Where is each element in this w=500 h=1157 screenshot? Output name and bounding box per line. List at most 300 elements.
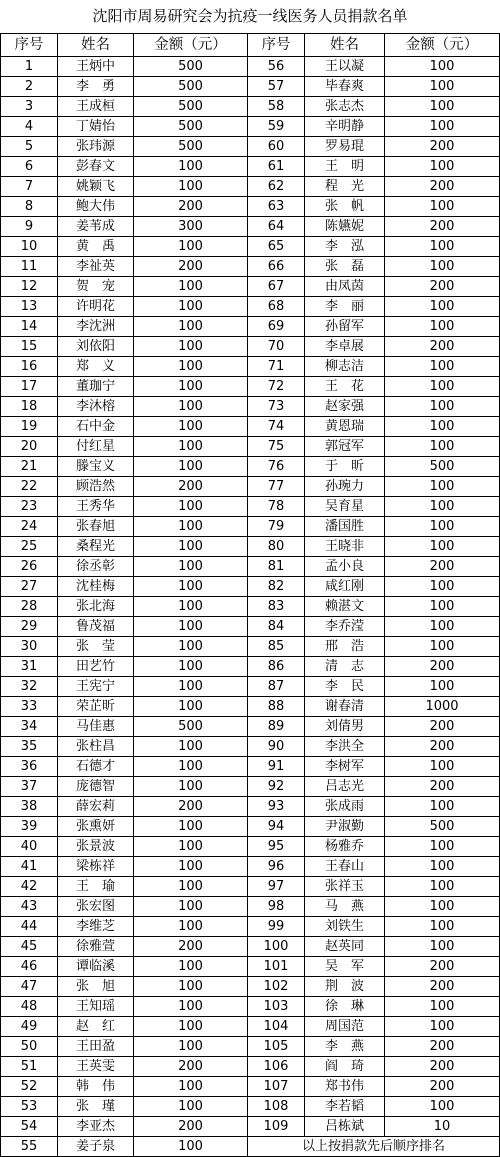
serial-cell-2: 58 bbox=[248, 97, 305, 117]
amount-cell-2: 100 bbox=[385, 857, 500, 877]
table-row bbox=[1, 777, 500, 797]
name-cell: 田艺竹 bbox=[58, 657, 134, 677]
amount-cell-2: 200 bbox=[385, 337, 500, 357]
serial-cell: 21 bbox=[1, 457, 58, 477]
serial-cell-2: 75 bbox=[248, 437, 305, 457]
serial-cell-2: 109 bbox=[248, 1117, 305, 1137]
serial-cell-2: 74 bbox=[248, 417, 305, 437]
amount-cell-2: 200 bbox=[385, 217, 500, 237]
serial-cell-2: 81 bbox=[248, 557, 305, 577]
serial-cell: 48 bbox=[1, 997, 58, 1017]
table-row bbox=[1, 1037, 500, 1057]
name-cell: 黄 禹 bbox=[58, 237, 134, 257]
table-row bbox=[1, 317, 500, 337]
table-row bbox=[1, 217, 500, 237]
serial-cell: 54 bbox=[1, 1117, 58, 1137]
serial-cell: 30 bbox=[1, 637, 58, 657]
amount-cell: 100 bbox=[134, 517, 248, 537]
amount-cell: 500 bbox=[134, 77, 248, 97]
amount-cell: 500 bbox=[134, 137, 248, 157]
serial-cell-2: 108 bbox=[248, 1097, 305, 1117]
name-cell-2: 吕栋斌 bbox=[305, 1117, 385, 1137]
name-cell: 王知瑶 bbox=[58, 997, 134, 1017]
name-cell-2: 张志杰 bbox=[305, 97, 385, 117]
amount-cell: 200 bbox=[134, 937, 248, 957]
name-cell: 顾浩然 bbox=[58, 477, 134, 497]
amount-cell: 100 bbox=[134, 737, 248, 757]
name-cell: 张 旭 bbox=[58, 977, 134, 997]
table-row bbox=[1, 457, 500, 477]
name-cell: 谭临溪 bbox=[58, 957, 134, 977]
serial-cell-2: 88 bbox=[248, 697, 305, 717]
name-cell-2: 张 磊 bbox=[305, 257, 385, 277]
serial-cell: 29 bbox=[1, 617, 58, 637]
name-cell-2: 程 光 bbox=[305, 177, 385, 197]
serial-cell-2: 85 bbox=[248, 637, 305, 657]
serial-cell: 44 bbox=[1, 917, 58, 937]
amount-cell: 100 bbox=[134, 1097, 248, 1117]
serial-cell: 24 bbox=[1, 517, 58, 537]
serial-cell-2: 87 bbox=[248, 677, 305, 697]
serial-cell-2: 104 bbox=[248, 1017, 305, 1037]
amount-cell-2: 200 bbox=[385, 557, 500, 577]
amount-cell: 200 bbox=[134, 1057, 248, 1077]
serial-cell-2: 91 bbox=[248, 757, 305, 777]
name-cell-2: 李 丽 bbox=[305, 297, 385, 317]
table-row bbox=[1, 717, 500, 737]
table-row bbox=[1, 237, 500, 257]
serial-cell-2: 107 bbox=[248, 1077, 305, 1097]
amount-cell: 100 bbox=[134, 917, 248, 937]
table-row bbox=[1, 477, 500, 497]
serial-cell: 15 bbox=[1, 337, 58, 357]
table-row bbox=[1, 397, 500, 417]
amount-cell: 100 bbox=[134, 537, 248, 557]
serial-cell-2: 89 bbox=[248, 717, 305, 737]
header-name: 姓名 bbox=[58, 34, 134, 57]
table-row bbox=[1, 1097, 500, 1117]
serial-cell: 13 bbox=[1, 297, 58, 317]
name-cell-2: 李树军 bbox=[305, 757, 385, 777]
name-cell: 王秀华 bbox=[58, 497, 134, 517]
serial-cell-2: 98 bbox=[248, 897, 305, 917]
amount-cell: 300 bbox=[134, 217, 248, 237]
table-row bbox=[1, 1117, 500, 1137]
table-row bbox=[1, 277, 500, 297]
amount-cell-2: 100 bbox=[385, 477, 500, 497]
serial-cell: 51 bbox=[1, 1057, 58, 1077]
amount-cell: 100 bbox=[134, 377, 248, 397]
name-cell: 张北海 bbox=[58, 597, 134, 617]
name-cell: 鲍大伟 bbox=[58, 197, 134, 217]
amount-cell-2: 100 bbox=[385, 637, 500, 657]
serial-cell-2: 82 bbox=[248, 577, 305, 597]
serial-cell: 55 bbox=[1, 1137, 58, 1157]
serial-cell: 16 bbox=[1, 357, 58, 377]
amount-cell-2: 200 bbox=[385, 137, 500, 157]
name-cell-2: 吕志光 bbox=[305, 777, 385, 797]
name-cell: 荣芷昕 bbox=[58, 697, 134, 717]
serial-cell: 53 bbox=[1, 1097, 58, 1117]
table-row bbox=[1, 417, 500, 437]
serial-cell: 49 bbox=[1, 1017, 58, 1037]
serial-cell-2: 102 bbox=[248, 977, 305, 997]
name-cell-2: 辛明静 bbox=[305, 117, 385, 137]
name-cell: 姜子泉 bbox=[58, 1137, 134, 1157]
serial-cell: 6 bbox=[1, 157, 58, 177]
serial-cell: 38 bbox=[1, 797, 58, 817]
table-row bbox=[1, 697, 500, 717]
amount-cell: 100 bbox=[134, 997, 248, 1017]
amount-cell: 100 bbox=[134, 557, 248, 577]
amount-cell: 100 bbox=[134, 897, 248, 917]
name-cell-2: 孙留军 bbox=[305, 317, 385, 337]
serial-cell: 37 bbox=[1, 777, 58, 797]
name-cell-2: 潘国胜 bbox=[305, 517, 385, 537]
serial-cell-2: 101 bbox=[248, 957, 305, 977]
amount-cell-2: 100 bbox=[385, 1017, 500, 1037]
serial-cell-2: 67 bbox=[248, 277, 305, 297]
serial-cell-2: 79 bbox=[248, 517, 305, 537]
name-cell-2: 吴 军 bbox=[305, 957, 385, 977]
amount-cell: 500 bbox=[134, 117, 248, 137]
table-row bbox=[1, 837, 500, 857]
name-cell-2: 王 明 bbox=[305, 157, 385, 177]
table-row bbox=[1, 737, 500, 757]
name-cell-2: 李 燕 bbox=[305, 1037, 385, 1057]
amount-cell-2: 100 bbox=[385, 117, 500, 137]
amount-cell-2: 100 bbox=[385, 57, 500, 77]
name-cell: 贺 宠 bbox=[58, 277, 134, 297]
serial-cell: 41 bbox=[1, 857, 58, 877]
table-row bbox=[1, 657, 500, 677]
serial-cell: 18 bbox=[1, 397, 58, 417]
name-cell: 张熏妍 bbox=[58, 817, 134, 837]
amount-cell: 100 bbox=[134, 837, 248, 857]
name-cell-2: 周国范 bbox=[305, 1017, 385, 1037]
serial-cell: 12 bbox=[1, 277, 58, 297]
name-cell-2: 陈嬿妮 bbox=[305, 217, 385, 237]
serial-cell: 17 bbox=[1, 377, 58, 397]
amount-cell-2: 100 bbox=[385, 197, 500, 217]
serial-cell-2: 63 bbox=[248, 197, 305, 217]
serial-cell-2: 95 bbox=[248, 837, 305, 857]
amount-cell-2: 100 bbox=[385, 257, 500, 277]
name-cell: 王 瑜 bbox=[58, 877, 134, 897]
amount-cell: 100 bbox=[134, 657, 248, 677]
table-row bbox=[1, 337, 500, 357]
header-amount: 金额（元） bbox=[134, 34, 248, 57]
amount-cell: 100 bbox=[134, 337, 248, 357]
amount-cell: 100 bbox=[134, 157, 248, 177]
amount-cell-2: 10 bbox=[385, 1117, 500, 1137]
name-cell-2: 李 泓 bbox=[305, 237, 385, 257]
table-row bbox=[1, 77, 500, 97]
serial-cell: 10 bbox=[1, 237, 58, 257]
name-cell: 丁婧怡 bbox=[58, 117, 134, 137]
name-cell: 李亚杰 bbox=[58, 1117, 134, 1137]
serial-cell-2: 96 bbox=[248, 857, 305, 877]
document-title: 沈阳市周易研究会为抗疫一线医务人员捐款名单 bbox=[92, 7, 408, 25]
table-row bbox=[1, 557, 500, 577]
name-cell: 张 莹 bbox=[58, 637, 134, 657]
serial-cell: 39 bbox=[1, 817, 58, 837]
amount-cell-2: 100 bbox=[385, 157, 500, 177]
name-cell-2: 孟小良 bbox=[305, 557, 385, 577]
name-cell-2: 杨雅乔 bbox=[305, 837, 385, 857]
amount-cell: 100 bbox=[134, 777, 248, 797]
serial-cell: 27 bbox=[1, 577, 58, 597]
serial-cell: 35 bbox=[1, 737, 58, 757]
amount-cell: 100 bbox=[134, 1017, 248, 1037]
name-cell-2: 张祥玉 bbox=[305, 877, 385, 897]
amount-cell-2: 100 bbox=[385, 97, 500, 117]
donation-table bbox=[0, 33, 500, 1157]
serial-cell: 22 bbox=[1, 477, 58, 497]
table-row bbox=[1, 357, 500, 377]
serial-cell: 40 bbox=[1, 837, 58, 857]
table-row bbox=[1, 817, 500, 837]
amount-cell-2: 100 bbox=[385, 537, 500, 557]
amount-cell-2: 200 bbox=[385, 957, 500, 977]
name-cell: 张春旭 bbox=[58, 517, 134, 537]
amount-cell: 200 bbox=[134, 797, 248, 817]
name-cell-2: 孙琬力 bbox=[305, 477, 385, 497]
amount-cell-2: 100 bbox=[385, 237, 500, 257]
serial-cell: 43 bbox=[1, 897, 58, 917]
name-cell: 李沐榕 bbox=[58, 397, 134, 417]
table-body bbox=[1, 57, 500, 1157]
table-row bbox=[1, 797, 500, 817]
name-cell: 马佳惠 bbox=[58, 717, 134, 737]
amount-cell: 200 bbox=[134, 197, 248, 217]
amount-cell-2: 200 bbox=[385, 777, 500, 797]
name-cell: 薛宏莉 bbox=[58, 797, 134, 817]
amount-cell-2: 200 bbox=[385, 1037, 500, 1057]
amount-cell-2: 500 bbox=[385, 457, 500, 477]
amount-cell: 100 bbox=[134, 317, 248, 337]
serial-cell: 52 bbox=[1, 1077, 58, 1097]
table-row bbox=[1, 177, 500, 197]
serial-cell-2: 64 bbox=[248, 217, 305, 237]
name-cell: 张景波 bbox=[58, 837, 134, 857]
amount-cell: 100 bbox=[134, 637, 248, 657]
name-cell-2: 邢 浩 bbox=[305, 637, 385, 657]
serial-cell: 47 bbox=[1, 977, 58, 997]
serial-cell: 8 bbox=[1, 197, 58, 217]
serial-cell-2: 57 bbox=[248, 77, 305, 97]
table-row bbox=[1, 597, 500, 617]
serial-cell: 45 bbox=[1, 937, 58, 957]
serial-cell-2: 60 bbox=[248, 137, 305, 157]
name-cell: 李 勇 bbox=[58, 77, 134, 97]
amount-cell: 100 bbox=[134, 817, 248, 837]
amount-cell-2: 200 bbox=[385, 277, 500, 297]
serial-cell-2: 80 bbox=[248, 537, 305, 557]
serial-cell: 3 bbox=[1, 97, 58, 117]
name-cell: 滕宝义 bbox=[58, 457, 134, 477]
serial-cell: 14 bbox=[1, 317, 58, 337]
amount-cell-2: 100 bbox=[385, 577, 500, 597]
table-row bbox=[1, 537, 500, 557]
amount-cell: 100 bbox=[134, 577, 248, 597]
amount-cell: 500 bbox=[134, 97, 248, 117]
table-row bbox=[1, 97, 500, 117]
name-cell-2: 张 帆 bbox=[305, 197, 385, 217]
amount-cell: 100 bbox=[134, 497, 248, 517]
serial-cell-2: 86 bbox=[248, 657, 305, 677]
header-amount-2: 金额（元） bbox=[385, 34, 500, 57]
name-cell-2: 赵英同 bbox=[305, 937, 385, 957]
table-row-last bbox=[1, 1137, 500, 1157]
amount-cell-2: 100 bbox=[385, 497, 500, 517]
serial-cell: 4 bbox=[1, 117, 58, 137]
amount-cell-2: 500 bbox=[385, 817, 500, 837]
amount-cell-2: 200 bbox=[385, 717, 500, 737]
name-cell: 庞德智 bbox=[58, 777, 134, 797]
name-cell-2: 谢春清 bbox=[305, 697, 385, 717]
name-cell: 刘依阳 bbox=[58, 337, 134, 357]
serial-cell: 46 bbox=[1, 957, 58, 977]
name-cell-2: 张成雨 bbox=[305, 797, 385, 817]
name-cell-2: 刘倩男 bbox=[305, 717, 385, 737]
table-row bbox=[1, 577, 500, 597]
name-cell: 王成桓 bbox=[58, 97, 134, 117]
serial-cell: 20 bbox=[1, 437, 58, 457]
amount-cell: 100 bbox=[134, 277, 248, 297]
amount-cell-2: 100 bbox=[385, 917, 500, 937]
serial-cell-2: 70 bbox=[248, 337, 305, 357]
amount-cell-2: 100 bbox=[385, 897, 500, 917]
name-cell-2: 郑书伟 bbox=[305, 1077, 385, 1097]
name-cell: 李祉英 bbox=[58, 257, 134, 277]
name-cell-2: 赵家强 bbox=[305, 397, 385, 417]
table-row bbox=[1, 877, 500, 897]
table-row bbox=[1, 297, 500, 317]
name-cell-2: 郭冠军 bbox=[305, 437, 385, 457]
serial-cell-2: 65 bbox=[248, 237, 305, 257]
table-row bbox=[1, 977, 500, 997]
table-row bbox=[1, 857, 500, 877]
amount-cell: 100 bbox=[134, 857, 248, 877]
serial-cell: 11 bbox=[1, 257, 58, 277]
name-cell-2: 王春山 bbox=[305, 857, 385, 877]
name-cell-2: 由凤茵 bbox=[305, 277, 385, 297]
name-cell: 付红星 bbox=[58, 437, 134, 457]
serial-cell-2: 59 bbox=[248, 117, 305, 137]
serial-cell: 33 bbox=[1, 697, 58, 717]
amount-cell: 100 bbox=[134, 177, 248, 197]
serial-cell: 25 bbox=[1, 537, 58, 557]
table-row bbox=[1, 137, 500, 157]
name-cell-2: 刘铁生 bbox=[305, 917, 385, 937]
amount-cell-2: 100 bbox=[385, 397, 500, 417]
name-cell: 韩 伟 bbox=[58, 1077, 134, 1097]
name-cell: 王宪宁 bbox=[58, 677, 134, 697]
amount-cell: 100 bbox=[134, 697, 248, 717]
name-cell-2: 李洪全 bbox=[305, 737, 385, 757]
serial-cell: 7 bbox=[1, 177, 58, 197]
serial-cell-2: 100 bbox=[248, 937, 305, 957]
name-cell: 张玮源 bbox=[58, 137, 134, 157]
name-cell-2: 王晓非 bbox=[305, 537, 385, 557]
table-row bbox=[1, 497, 500, 517]
serial-cell-2: 106 bbox=[248, 1057, 305, 1077]
serial-cell: 28 bbox=[1, 597, 58, 617]
name-cell: 徐雅萱 bbox=[58, 937, 134, 957]
name-cell-2: 毕春爽 bbox=[305, 77, 385, 97]
name-cell-2: 黄恩瑞 bbox=[305, 417, 385, 437]
serial-cell-2: 61 bbox=[248, 157, 305, 177]
serial-cell-2: 77 bbox=[248, 477, 305, 497]
amount-cell-2: 100 bbox=[385, 677, 500, 697]
name-cell: 赵 红 bbox=[58, 1017, 134, 1037]
serial-cell: 42 bbox=[1, 877, 58, 897]
amount-cell-2: 100 bbox=[385, 357, 500, 377]
name-cell: 王英雯 bbox=[58, 1057, 134, 1077]
table-row bbox=[1, 1017, 500, 1037]
header-serial-2: 序号 bbox=[248, 34, 305, 57]
serial-cell-2: 56 bbox=[248, 57, 305, 77]
amount-cell-2: 100 bbox=[385, 837, 500, 857]
name-cell: 桑程光 bbox=[58, 537, 134, 557]
amount-cell-2: 100 bbox=[385, 797, 500, 817]
table-row bbox=[1, 57, 500, 77]
table-row bbox=[1, 257, 500, 277]
name-cell-2: 王以凝 bbox=[305, 57, 385, 77]
amount-cell: 100 bbox=[134, 877, 248, 897]
amount-cell-2: 100 bbox=[385, 417, 500, 437]
amount-cell: 100 bbox=[134, 1137, 248, 1157]
table-row bbox=[1, 377, 500, 397]
amount-cell: 100 bbox=[134, 437, 248, 457]
name-cell: 许明花 bbox=[58, 297, 134, 317]
serial-cell: 36 bbox=[1, 757, 58, 777]
name-cell: 张宏图 bbox=[58, 897, 134, 917]
amount-cell-2: 100 bbox=[385, 757, 500, 777]
amount-cell: 100 bbox=[134, 397, 248, 417]
amount-cell-2: 100 bbox=[385, 377, 500, 397]
serial-cell: 9 bbox=[1, 217, 58, 237]
table-row bbox=[1, 917, 500, 937]
name-cell: 董珈宁 bbox=[58, 377, 134, 397]
serial-cell-2: 105 bbox=[248, 1037, 305, 1057]
amount-cell: 100 bbox=[134, 417, 248, 437]
name-cell-2: 阎 琦 bbox=[305, 1057, 385, 1077]
serial-cell-2: 62 bbox=[248, 177, 305, 197]
amount-cell-2: 100 bbox=[385, 877, 500, 897]
name-cell: 张 瑾 bbox=[58, 1097, 134, 1117]
amount-cell-2: 100 bbox=[385, 517, 500, 537]
name-cell: 李沈洲 bbox=[58, 317, 134, 337]
name-cell-2: 荆 波 bbox=[305, 977, 385, 997]
amount-cell: 100 bbox=[134, 757, 248, 777]
name-cell-2: 李乔滢 bbox=[305, 617, 385, 637]
name-cell-2: 李卓展 bbox=[305, 337, 385, 357]
amount-cell: 100 bbox=[134, 297, 248, 317]
amount-cell-2: 100 bbox=[385, 437, 500, 457]
name-cell: 王田盈 bbox=[58, 1037, 134, 1057]
name-cell: 姜苇成 bbox=[58, 217, 134, 237]
name-cell: 石中金 bbox=[58, 417, 134, 437]
amount-cell: 100 bbox=[134, 357, 248, 377]
name-cell-2: 赖湛文 bbox=[305, 597, 385, 617]
serial-cell-2: 78 bbox=[248, 497, 305, 517]
amount-cell: 100 bbox=[134, 1077, 248, 1097]
amount-cell: 200 bbox=[134, 1117, 248, 1137]
amount-cell-2: 100 bbox=[385, 997, 500, 1017]
name-cell-2: 马 燕 bbox=[305, 897, 385, 917]
